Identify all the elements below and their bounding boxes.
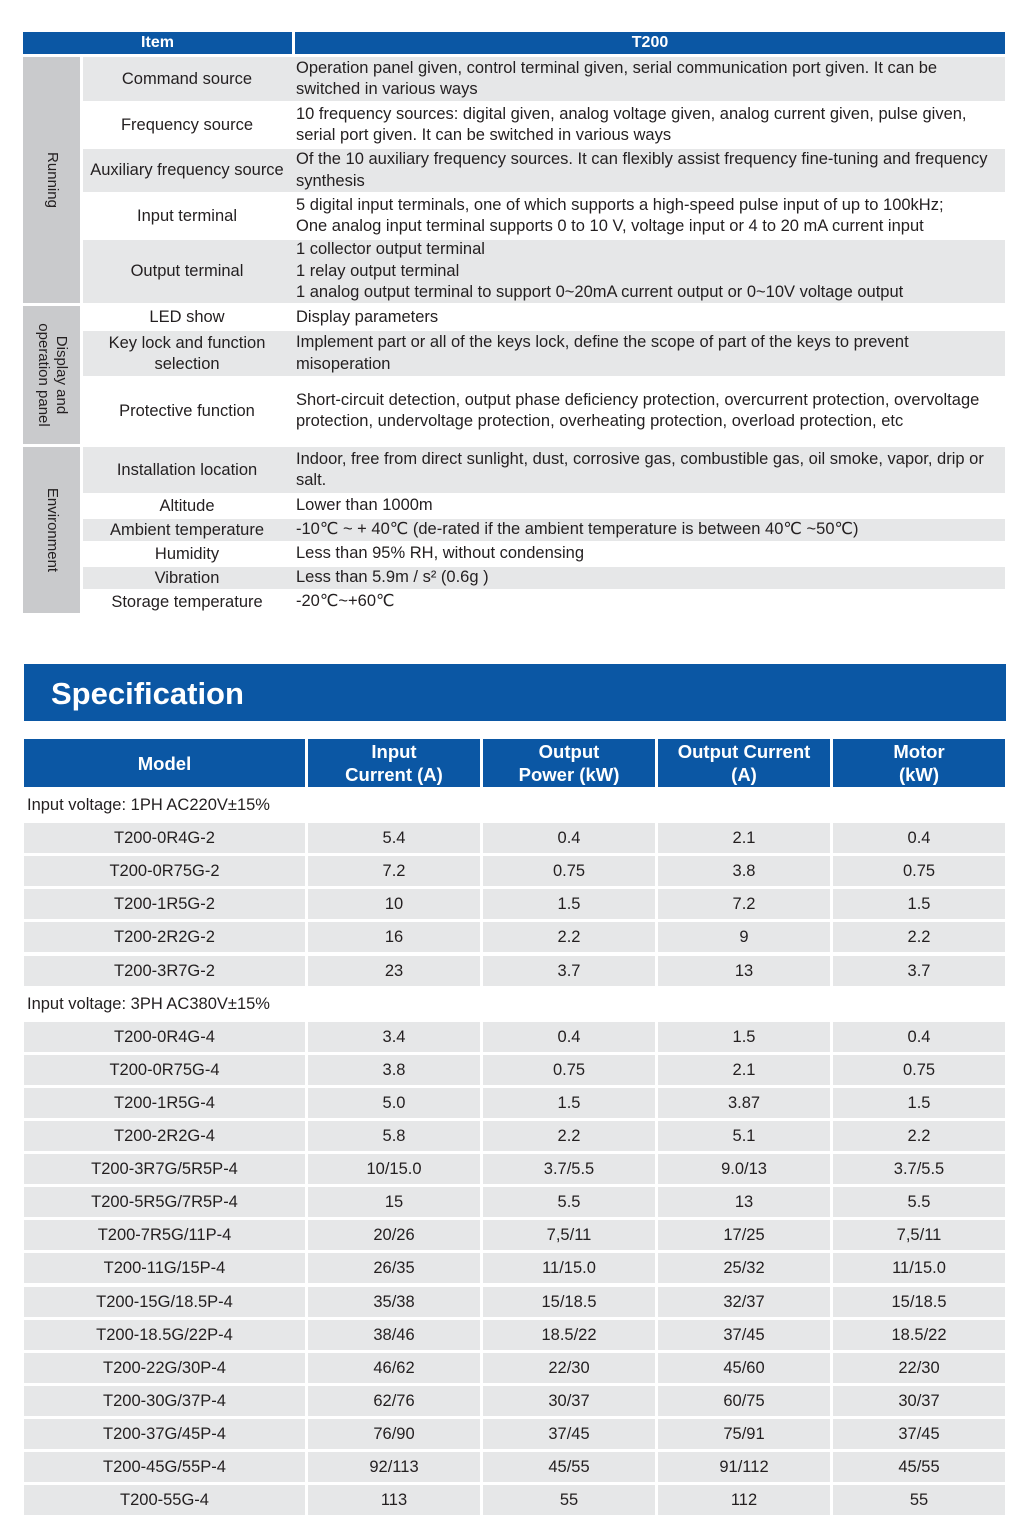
motor-cell: 0.75 [833, 1055, 1005, 1085]
motor-cell: 1.5 [833, 889, 1005, 919]
model-cell: T200-55G-4 [24, 1485, 305, 1515]
header-output-current: Output Current (A) [658, 739, 830, 787]
feature-desc: 1 collector output terminal 1 relay output terminal 1 analog output terminal to support 0~20mA current output or 0~10V voltage output [296, 240, 904, 302]
motor-cell: 0.75 [833, 856, 1005, 886]
table-row [0, 1088, 1026, 1118]
input-current-cell: 7.2 [308, 856, 480, 886]
feature-name: Auxiliary frequency source [90, 161, 284, 179]
feature-desc: Less than 95% RH, without condensing [296, 544, 585, 563]
motor-cell: 15/18.5 [833, 1287, 1005, 1317]
feature-name: LED show [149, 308, 225, 326]
output-power-cell: 30/37 [483, 1386, 655, 1416]
input-current-cell: 92/113 [308, 1452, 480, 1482]
feature-name: Humidity [154, 544, 220, 563]
feature-desc: -10℃ ~ + 40℃ (de-rated if the ambient temperature is between 40℃ ~50℃) [296, 520, 859, 539]
motor-cell: 5.5 [833, 1187, 1005, 1217]
motor-cell: 2.2 [833, 1121, 1005, 1151]
feature-desc: Operation panel given, control terminal given, serial communication port given. It can be switched in various ways [296, 58, 938, 98]
model-cell: T200-15G/18.5P-4 [24, 1287, 305, 1317]
input-current-cell: 76/90 [308, 1419, 480, 1449]
input-current-cell: 113 [308, 1485, 480, 1515]
input-current-cell: 3.4 [308, 1022, 480, 1052]
feature-row [83, 194, 1005, 238]
motor-cell: 0.4 [833, 1022, 1005, 1052]
output-current-cell: 37/45 [658, 1320, 830, 1350]
input-current-cell: 35/38 [308, 1287, 480, 1317]
model-cell: T200-11G/15P-4 [24, 1253, 305, 1283]
model-cell: T200-5R5G/7R5P-4 [24, 1187, 305, 1217]
motor-cell: 18.5/22 [833, 1320, 1005, 1350]
feature-row [83, 306, 1005, 329]
header-motor: Motor (kW) [833, 739, 1005, 787]
output-current-cell: 1.5 [658, 1022, 830, 1052]
output-power-cell: 7,5/11 [483, 1220, 655, 1250]
group-label-display: Display and operation panel [34, 323, 70, 427]
feature-row [83, 103, 1005, 147]
group-display [23, 306, 80, 444]
feature-desc: Short-circuit detection, output phase deficiency protection, overcurrent protection, overvoltage protection, undervoltage protection, overheating protection, overload protection, etc [296, 390, 980, 430]
output-current-cell: 32/37 [658, 1287, 830, 1317]
feature-desc: Display parameters [296, 307, 439, 326]
output-current-cell: 45/60 [658, 1353, 830, 1383]
group-running [23, 57, 80, 303]
input-current-cell: 62/76 [308, 1386, 480, 1416]
header-model: Model [24, 739, 305, 787]
feature-name: Command source [121, 69, 253, 88]
table-row [0, 1485, 1026, 1515]
table-row [0, 922, 1026, 952]
feature-desc: -20℃~+60℃ [296, 592, 395, 611]
table-row [0, 956, 1026, 986]
output-power-cell: 2.2 [483, 922, 655, 952]
motor-cell: 55 [833, 1485, 1005, 1515]
header-output-power: Output Power (kW) [483, 739, 655, 787]
model-cell: T200-2R2G-4 [24, 1121, 305, 1151]
header-input-current: Input Current (A) [308, 739, 480, 787]
table-row [0, 856, 1026, 886]
specification-banner [24, 664, 1006, 721]
motor-cell: 11/15.0 [833, 1253, 1005, 1283]
output-current-cell: 17/25 [658, 1220, 830, 1250]
output-power-cell: 0.75 [483, 1055, 655, 1085]
output-current-cell: 75/91 [658, 1419, 830, 1449]
model-cell: T200-1R5G-2 [24, 889, 305, 919]
output-power-cell: 55 [483, 1485, 655, 1515]
output-power-cell: 45/55 [483, 1452, 655, 1482]
input-current-cell: 26/35 [308, 1253, 480, 1283]
output-power-cell: 37/45 [483, 1419, 655, 1449]
table-row [0, 1419, 1026, 1449]
output-power-cell: 18.5/22 [483, 1320, 655, 1350]
table-row [0, 1320, 1026, 1350]
model-cell: T200-0R4G-2 [24, 823, 305, 853]
motor-cell: 1.5 [833, 1088, 1005, 1118]
output-current-cell: 2.1 [658, 823, 830, 853]
group-label-environment: Environment [43, 487, 61, 573]
feature-desc: 5 digital input terminals, one of which supports a high-speed pulse input of up to 100kHz; One analog input terminal supports 0 to 10 V, voltage input or 4 to 20 mA current input [296, 195, 944, 235]
feature-desc: Of the 10 auxiliary frequency sources. It can flexibly assist frequency fine-tuning and frequency synthesis [296, 150, 988, 190]
model-cell: T200-22G/30P-4 [24, 1353, 305, 1383]
input-current-cell: 23 [308, 956, 480, 986]
table-row [0, 1121, 1026, 1151]
output-current-cell: 3.87 [658, 1088, 830, 1118]
motor-cell: 37/45 [833, 1419, 1005, 1449]
table-row [0, 1253, 1026, 1283]
specification-title: Specification [51, 676, 244, 711]
feature-name: Frequency source [120, 115, 254, 134]
output-power-cell: 1.5 [483, 1088, 655, 1118]
feature-name: Protective function [119, 401, 255, 420]
output-current-cell: 112 [658, 1485, 830, 1515]
motor-cell: 30/37 [833, 1386, 1005, 1416]
feature-row [83, 57, 1005, 101]
table-row [0, 1353, 1026, 1383]
feature-name: Vibration [154, 568, 220, 587]
input-current-cell: 38/46 [308, 1320, 480, 1350]
table-row [0, 1386, 1026, 1416]
feature-row [83, 543, 1005, 565]
section-label: Input voltage: 3PH AC380V±15% [27, 994, 270, 1013]
input-current-cell: 10 [308, 889, 480, 919]
model-cell: T200-3R7G/5R5P-4 [24, 1154, 305, 1184]
motor-cell: 3.7 [833, 956, 1005, 986]
input-current-cell: 10/15.0 [308, 1154, 480, 1184]
output-current-cell: 13 [658, 1187, 830, 1217]
table-row [0, 889, 1026, 919]
input-current-cell: 16 [308, 922, 480, 952]
feature-name: Key lock and function selection [108, 333, 266, 373]
table-row [0, 1220, 1026, 1250]
output-current-cell: 9 [658, 922, 830, 952]
feature-name: Altitude [159, 496, 215, 515]
model-cell: T200-0R75G-4 [24, 1055, 305, 1085]
motor-cell: 22/30 [833, 1353, 1005, 1383]
output-power-cell: 0.4 [483, 1022, 655, 1052]
input-current-cell: 20/26 [308, 1220, 480, 1250]
feature-row [83, 519, 1005, 541]
motor-cell: 7,5/11 [833, 1220, 1005, 1250]
input-current-cell: 5.0 [308, 1088, 480, 1118]
table-row [0, 1187, 1026, 1217]
table-row [0, 1287, 1026, 1317]
output-power-cell: 22/30 [483, 1353, 655, 1383]
output-power-cell: 5.5 [483, 1187, 655, 1217]
output-current-cell: 25/32 [658, 1253, 830, 1283]
output-current-cell: 3.8 [658, 856, 830, 886]
feature-desc: Less than 5.9m / s² (0.6g ) [296, 568, 489, 587]
motor-cell: 2.2 [833, 922, 1005, 952]
feature-row [83, 447, 1005, 493]
motor-cell: 0.4 [833, 823, 1005, 853]
model-cell: T200-3R7G-2 [24, 956, 305, 986]
output-power-cell: 0.75 [483, 856, 655, 886]
output-power-cell: 11/15.0 [483, 1253, 655, 1283]
output-power-cell: 15/18.5 [483, 1287, 655, 1317]
input-current-cell: 15 [308, 1187, 480, 1217]
table-row [0, 1154, 1026, 1184]
feature-name: Input terminal [137, 206, 237, 225]
feature-row [83, 591, 1005, 613]
feature-desc: Indoor, free from direct sunlight, dust, corrosive gas, combustible gas, oil smoke, vapor, drip or salt. [296, 449, 984, 489]
output-current-cell: 91/112 [658, 1452, 830, 1482]
model-cell: T200-2R2G-2 [24, 922, 305, 952]
feature-row [83, 495, 1005, 517]
feature-desc: 10 frequency sources: digital given, analog voltage given, analog current given, pulse given, serial port given. It can be switched in various ways [296, 104, 967, 144]
output-current-cell: 2.1 [658, 1055, 830, 1085]
section-label: Input voltage: 1PH AC220V±15% [27, 796, 270, 814]
feature-row [83, 240, 1005, 303]
model-cell: T200-30G/37P-4 [24, 1386, 305, 1416]
input-current-cell: 5.8 [308, 1121, 480, 1151]
motor-cell: 3.7/5.5 [833, 1154, 1005, 1184]
header-item: Item [23, 32, 292, 54]
model-cell: T200-0R75G-2 [24, 856, 305, 886]
model-cell: T200-18.5G/22P-4 [24, 1320, 305, 1350]
feature-row [83, 331, 1005, 376]
feature-row [83, 378, 1005, 444]
feature-name: Storage temperature [111, 592, 263, 611]
model-cell: T200-37G/45P-4 [24, 1419, 305, 1449]
table-row [0, 823, 1026, 853]
feature-row [83, 149, 1005, 192]
model-cell: T200-45G/55P-4 [24, 1452, 305, 1482]
table-row [0, 1022, 1026, 1052]
feature-row [83, 567, 1005, 589]
table-row [0, 1055, 1026, 1085]
output-power-cell: 2.2 [483, 1121, 655, 1151]
feature-name: Installation location [116, 460, 258, 479]
output-power-cell: 3.7 [483, 956, 655, 986]
output-current-cell: 9.0/13 [658, 1154, 830, 1184]
model-cell: T200-1R5G-4 [24, 1088, 305, 1118]
output-current-cell: 7.2 [658, 889, 830, 919]
group-label-running: Running [43, 152, 61, 208]
feature-table-header [23, 32, 1005, 54]
output-power-cell: 0.4 [483, 823, 655, 853]
feature-name: Output terminal [130, 262, 244, 280]
model-cell: T200-0R4G-4 [24, 1022, 305, 1052]
output-current-cell: 13 [658, 956, 830, 986]
input-current-cell: 46/62 [308, 1353, 480, 1383]
output-power-cell: 1.5 [483, 889, 655, 919]
feature-desc: Lower than 1000m [296, 496, 433, 515]
input-current-cell: 5.4 [308, 823, 480, 853]
motor-cell: 45/55 [833, 1452, 1005, 1482]
table-row [0, 1452, 1026, 1482]
output-current-cell: 5.1 [658, 1121, 830, 1151]
output-power-cell: 3.7/5.5 [483, 1154, 655, 1184]
feature-name: Ambient temperature [109, 520, 265, 539]
feature-desc: Implement part or all of the keys lock, define the scope of part of the keys to prevent misoperation [296, 333, 909, 373]
header-product: T200 [295, 32, 1005, 54]
group-environment [23, 447, 80, 613]
model-cell: T200-7R5G/11P-4 [24, 1220, 305, 1250]
output-current-cell: 60/75 [658, 1386, 830, 1416]
input-current-cell: 3.8 [308, 1055, 480, 1085]
